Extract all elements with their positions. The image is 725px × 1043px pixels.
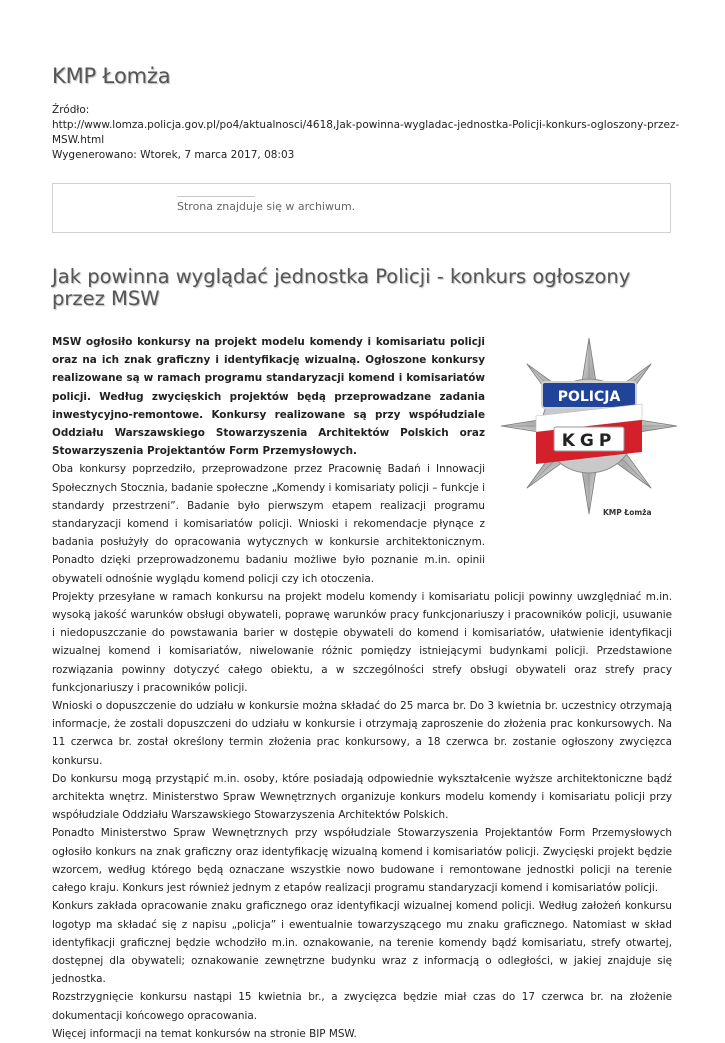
source-url: http://www.lomza.policja.gov.pl/po4/aktualnosci/4618,Jak-powinna-wygladac-jednostka-Policji-konkurs-ogloszony-przez-MSW.html xyxy=(52,119,680,146)
article-body xyxy=(52,333,672,1043)
source-label: Źródło: xyxy=(52,104,90,116)
source-meta xyxy=(52,103,682,163)
site-title: KMP Łomża xyxy=(52,64,171,88)
archive-notice-box xyxy=(52,183,671,233)
article-paragraph: Oba konkursy poprzedziło, przeprowadzone przez Pracownię Badań i Innowacji Społecznych Stocznia, badanie społeczne „Komendy i komisariaty policji – funkcje i standardy przestrzeni”. Badanie było pierwszym etapem realizacji programu standaryzacji komend i komisariatów policji. Wnioski i rekomendacje płynące z badania posłużyły do opracowania wytycznych w konkursie architektonicznym. Ponadto dzięki przeprowadzonemu badaniu możliwe było poznanie m.in. opinii obywateli odnośnie wyglądu komend policji czy ich otoczenia. xyxy=(52,463,485,585)
badge-bottom-text: KGP xyxy=(561,431,617,451)
image-credit: KMP Łomża xyxy=(603,508,652,517)
article-paragraph: Do konkursu mogą przystąpić m.in. osoby, które posiadają odpowiednie wykształcenie wyższe architektoniczne bądź architekta wnętrz. Ministerstwo Spraw Wewnętrznych organizuje konkurs modelu komendy i komisariatu policji przy współudziale Oddziału Warszawskiego Stowarzyszenia Architektów Polskich. xyxy=(52,772,672,822)
badge-top-text: POLICJA xyxy=(557,389,621,405)
article-paragraph: Więcej informacji na temat konkursów na stronie BIP MSW. xyxy=(52,1027,357,1040)
article-paragraph: Wnioski o dopuszczenie do udziału w konkursie można składać do 25 marca br. Do 3 kwietnia br. uczestnicy otrzymają informacje, że zostali dopuszczeni do udziału w konkursie i otrzymają zaproszenie do złożenia prac konkursowych. Na 11 czerwca br. został określony termin złożenia prac konkursowy, a 18 czerwca br. zostanie ogłoszony zwycięzca konkursu. xyxy=(52,700,672,767)
article-paragraph: Projekty przesyłane w ramach konkursu na projekt modelu komendy i komisariatu policji powinny uwzględniać m.in. wysoką jakość warunków obsługi obywateli, poprawę warunków pracy funkcjonariuszy i pracowników policji, usuwanie i niedopuszczanie do powstawania barier w dostępie obywateli do komend i komisariatów, ułatwienie identyfikacji wizualnej komend i komisariatów, niwelowanie różnic pomiędzy istniejącymi budynkami policji. Przedstawione rozwiązania powinny dotyczyć całego obiektu, a w szczególności strefy obsługi obywateli oraz strefy pracy funkcjonariuszy i pracowników policji. xyxy=(52,590,672,694)
generated-date: Wygenerowano: Wtorek, 7 marca 2017, 08:03 xyxy=(52,149,295,161)
article-title: Jak powinna wyglądać jednostka Policji - konkurs ogłoszony przez MSW xyxy=(52,265,631,310)
article-paragraph: Konkurs zakłada opracowanie znaku graficznego oraz identyfikacji wizualnej komend policji. Według założeń konkursu logotyp ma składać się z napisu „policja” i ewentualnie towarzyszącego mu znaku graficznego. Natomiast w skład identyfikacji graficznej będzie wchodziło m.in. oznakowanie, na terenie komendy bądź komisariatu, strefy otwartej, dostępnej dla obywateli; oznakowanie zewnętrzne budynku wraz z informacją o odległości, w jakiej znajduje się jednostka. xyxy=(52,900,672,986)
archive-notice: Strona znajduje się w archiwum. xyxy=(177,200,356,213)
article-paragraph: Ponadto Ministerstwo Spraw Wewnętrznych przy współudziale Stowarzyszenia Projektantów Form Przemysłowych ogłosiło konkurs na znak graficzny oraz identyfikację wizualną komend i komisariatów policji. Zwycięski projekt będzie wzorcem, według którego będą oznaczane wszystkie nowo budowane i remontowane jednostki policji na terenie całego kraju. Konkurs jest również jednym z etapów realizacji programu standaryzacji komend i komisariatów policji. xyxy=(52,827,672,895)
archive-divider xyxy=(177,196,255,197)
article-paragraph: Rozstrzygnięcie konkursu nastąpi 15 kwietnia br., a zwycięzca będzie miał czas do 17 czerwca br. na złożenie dokumentacji końcowego opracowania. xyxy=(52,991,672,1022)
article-lead: MSW ogłosiło konkursy na projekt modelu komendy i komisariatu policji oraz na ich znak graficzny i identyfikację wizualną. Ogłoszone konkursy realizowane są w ramach programu standaryzacji komend i komisariatów policji. Według zwycięskich projektów będą przeprowadzane zadania inwestycyjno-remontowe. Konkursy realizowane są przy współudziale Oddziału Warszawskiego Stowarzyszenia Architektów Polskich oraz Stowarzyszenia Projektantów Form Przemysłowych. xyxy=(52,336,485,458)
